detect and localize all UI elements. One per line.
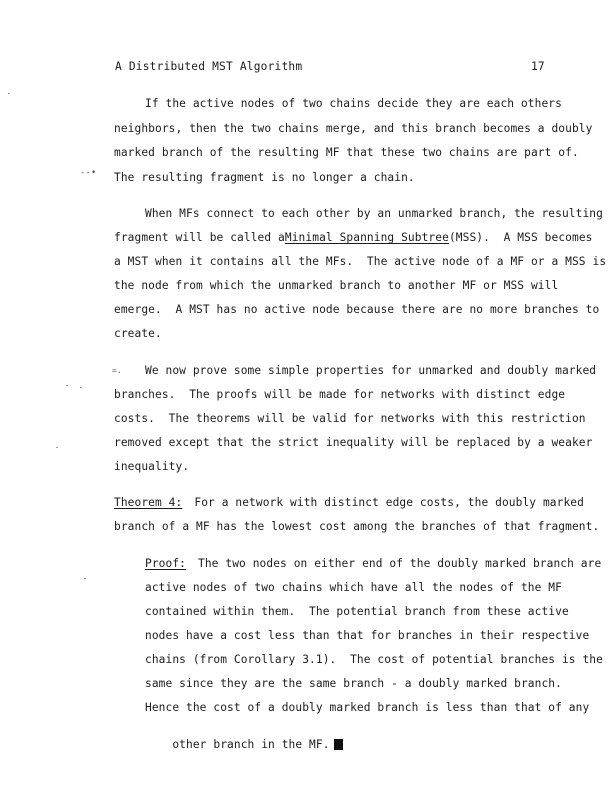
paragraph-line: costs. The theorems will be valid for networks with this restriction <box>114 412 586 425</box>
paragraph-line <box>114 231 593 244</box>
proof-label: Proof: <box>145 557 187 570</box>
proof-line: chains (from Corollary 3.1). The cost of potential branches is the <box>145 653 603 666</box>
proof-line <box>145 725 343 764</box>
paragraph-line: removed except that the strict inequality will be replaced by a weaker <box>114 436 593 449</box>
theorem-text: For a network with distinct edge costs, the doubly marked <box>194 496 584 509</box>
paragraph-line: emerge. A MST has no active node because there are no more branches to <box>114 303 600 316</box>
paragraph-line: neighbors, then the two chains merge, and this branch becomes a doubly <box>114 122 593 135</box>
paragraph-line: the node from which the unmarked branch to another MF or MSS will <box>114 279 559 292</box>
proof-line: same since they are the same branch - a doubly marked branch. <box>145 677 562 690</box>
theorem-line: branch of a MF has the lowest cost among the branches of that fragment. <box>114 520 600 533</box>
paragraph-line: a MST when it contains all the MFs. The active node of a MF or a MSS is <box>114 255 607 268</box>
proof-text: The two nodes on either end of the doubly marked branch are <box>198 557 602 570</box>
defined-term: Minimal Spanning Subtree <box>284 231 449 244</box>
proof-line: Hence the cost of a doubly marked branch is less than that of any <box>145 701 590 714</box>
running-header: A Distributed MST Algorithm <box>115 60 303 73</box>
margin-dot-mark: =. <box>112 366 122 375</box>
scan-speck <box>84 578 86 579</box>
theorem-label: Theorem 4: <box>114 496 183 509</box>
paragraph-line: inequality. <box>114 460 190 473</box>
scan-speck <box>66 385 68 386</box>
paragraph-line: When MFs connect to each other by an unmarked branch, the resulting <box>145 207 603 220</box>
scan-speck <box>8 93 10 94</box>
scan-speck <box>56 447 58 448</box>
line-segment: (MSS). A MSS becomes <box>448 231 593 244</box>
proof-line <box>145 557 602 570</box>
proof-line: active nodes of two chains which have all the nodes of the MF <box>145 581 562 594</box>
paragraph-line: If the active nodes of two chains decide they are each others <box>145 97 562 110</box>
paragraph-line: We now prove some simple properties for unmarked and doubly marked <box>145 364 597 377</box>
paragraph-line: The resulting fragment is no longer a chain. <box>114 171 415 184</box>
scan-speck <box>80 387 82 388</box>
paragraph-line: branches. The proofs will be made for networks with distinct edge <box>114 388 566 401</box>
paragraph-line: marked branch of the resulting MF that these two chains are part of. <box>114 146 579 159</box>
line-segment: fragment will be called a <box>114 231 285 244</box>
proof-last-text: other branch in the MF. <box>172 738 330 751</box>
margin-arrow-mark: --• <box>80 168 97 178</box>
proof-line: contained within them. The potential branch from these active <box>145 605 569 618</box>
paragraph-line: create. <box>114 327 162 340</box>
proof-line: nodes have a cost less than that for branches in their respective <box>145 629 590 642</box>
theorem-line <box>114 496 584 509</box>
qed-square-icon <box>334 739 343 750</box>
page-number: 17 <box>531 60 545 73</box>
